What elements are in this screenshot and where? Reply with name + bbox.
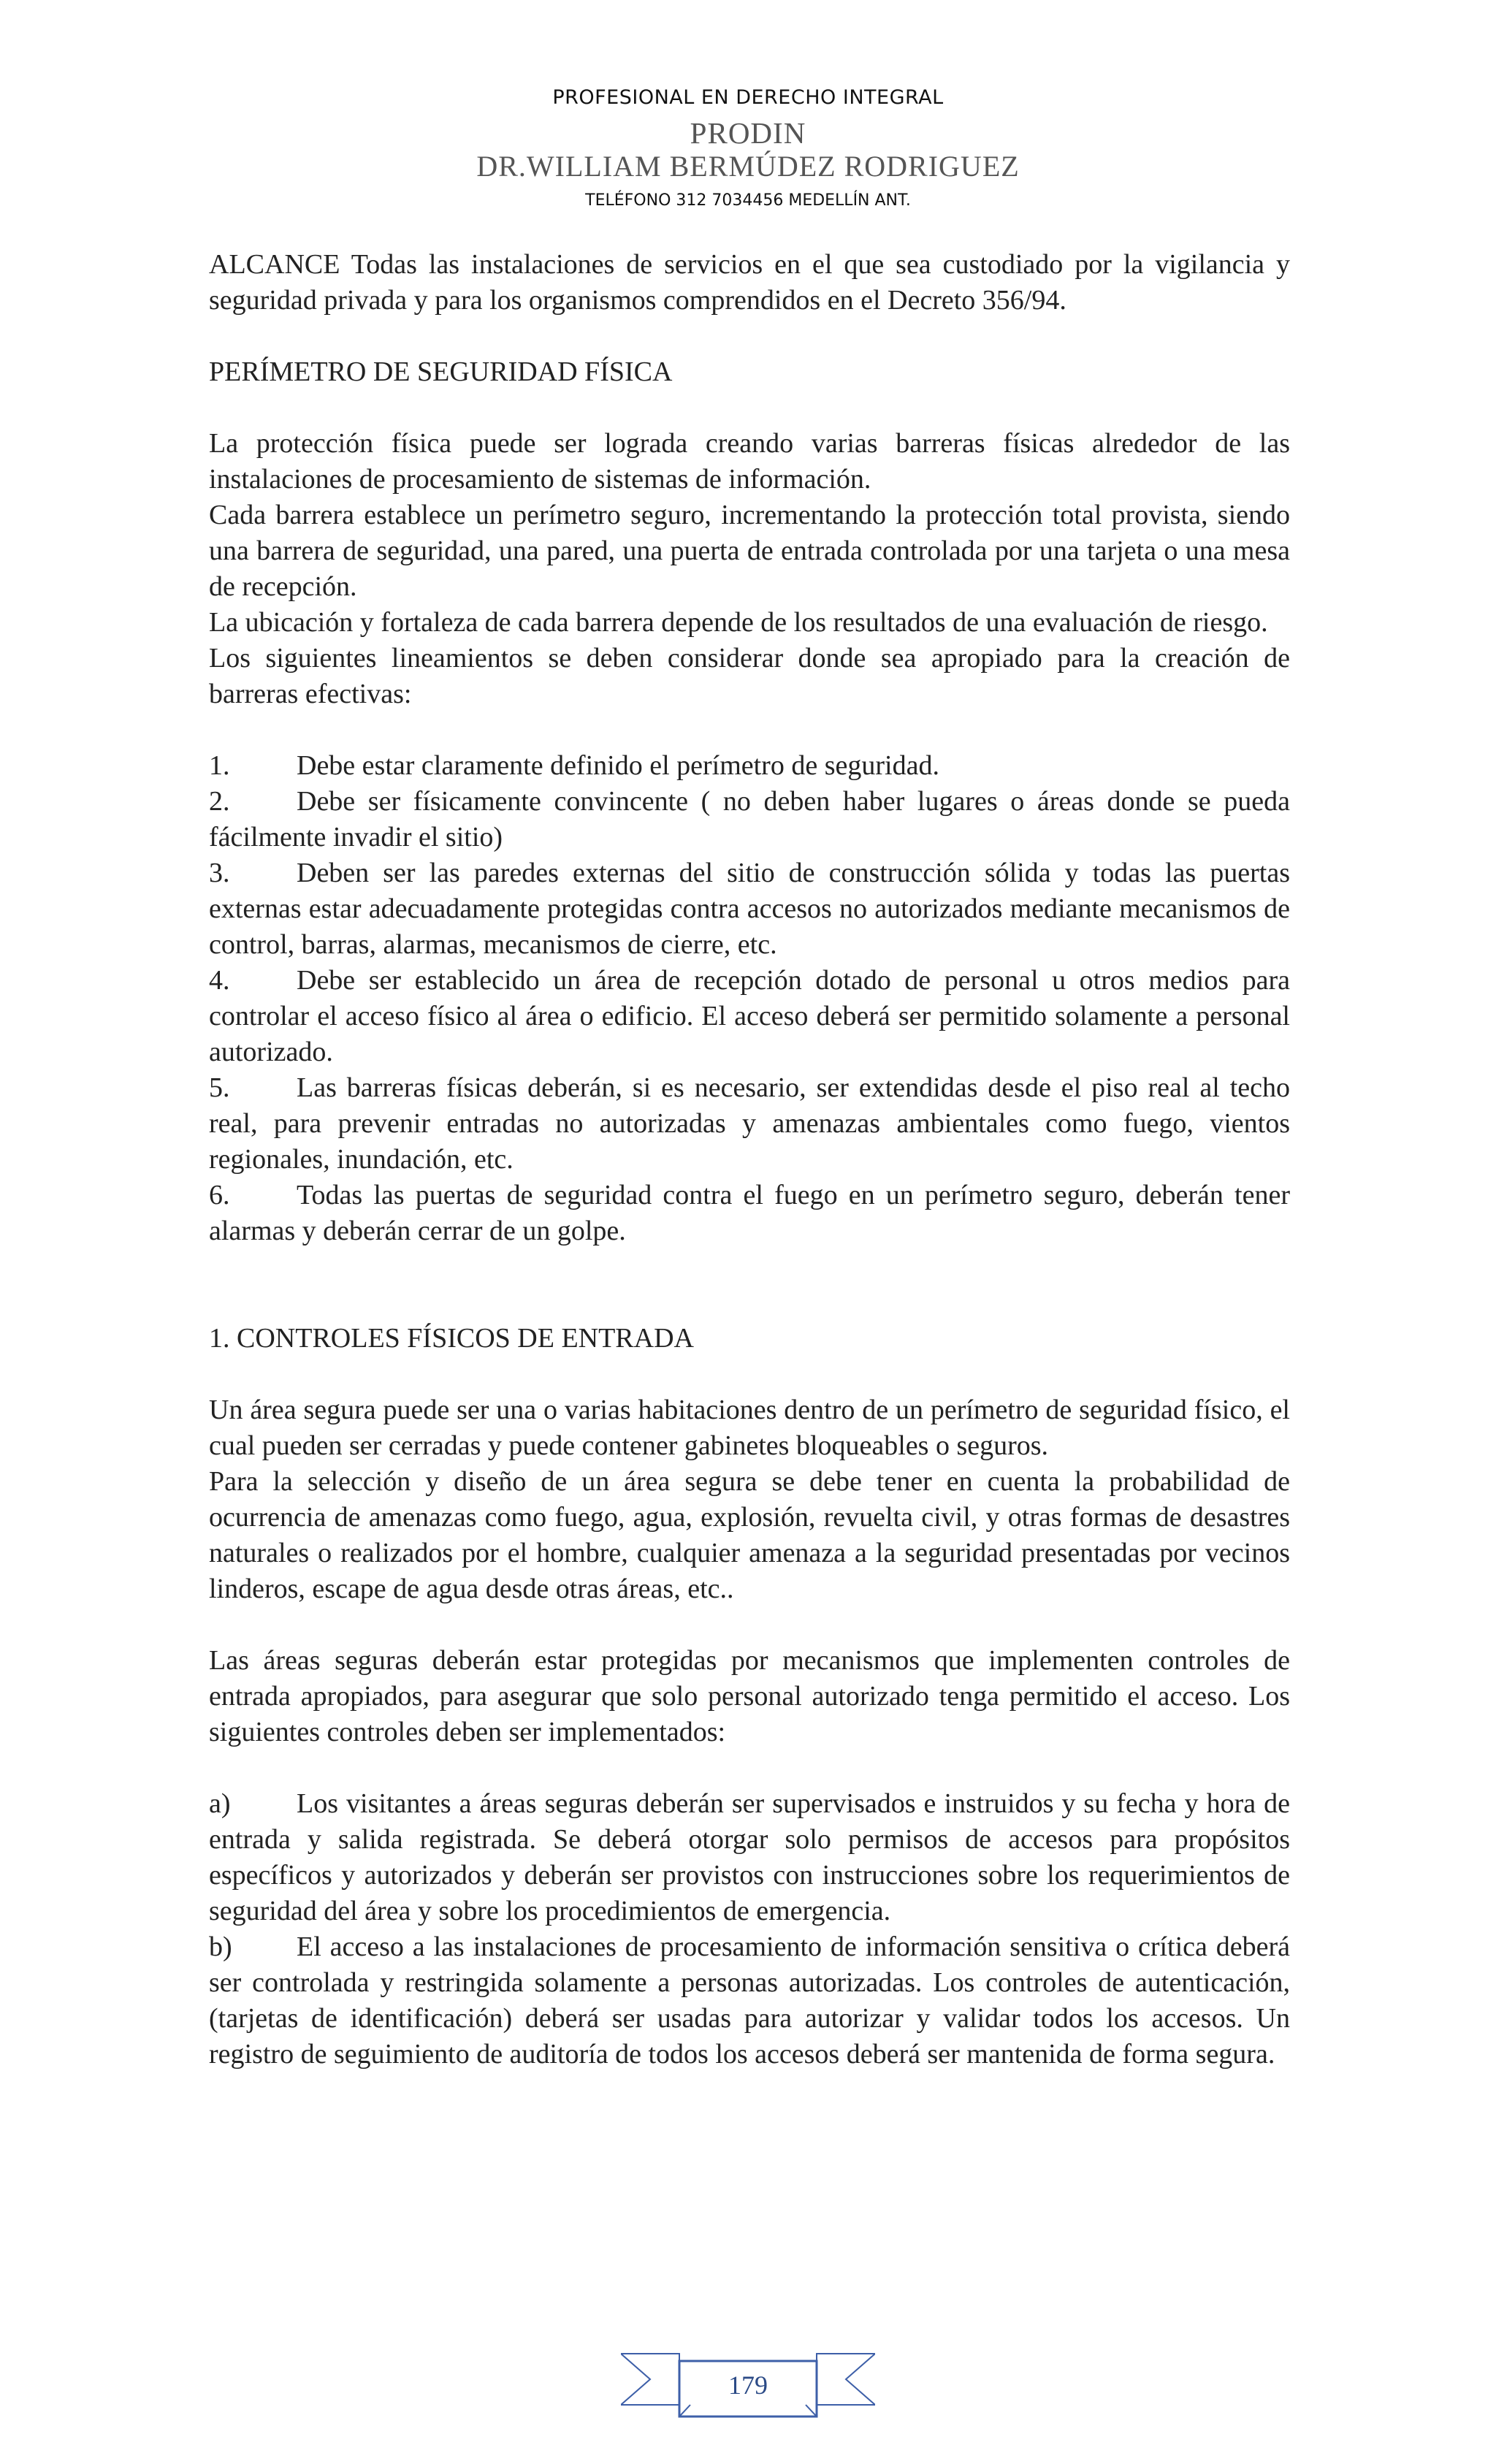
list-item [209, 1178, 1290, 1249]
list-item-letter: a) [209, 1788, 231, 1819]
list-item [209, 1070, 1290, 1178]
list-item-number: 6. [209, 1180, 230, 1210]
list-item-text: Debe estar claramente definido el perímetro de seguridad. [297, 750, 939, 781]
controles-heading: 1. CONTROLES FÍSICOS DE ENTRADA [209, 1323, 694, 1354]
header-line-2: PRODIN [690, 116, 806, 150]
list-item-text: El acceso a las instalaciones de procesamiento de información sensitiva o crítica deberá ser controlada y restringida solamente a personas autorizadas. Los controles de autenticación, (tarjetas de identificación) deberá ser usadas para autorizar y validar todos los accesos. Un registro de seguimiento de auditoría de todos los accesos deberá ser mantenida de forma segura. [209, 1931, 1290, 2070]
page-number: 179 [728, 2370, 768, 2400]
perimetro-paragraph: La ubicación y fortaleza de cada barrera depende de los resultados de una evaluación de riesgo. [209, 607, 1268, 638]
perimetro-paragraph: La protección física puede ser lograda creando varias barreras físicas alrededor de las instalaciones de procesamiento de sistemas de información. [209, 428, 1290, 495]
list-item-number: 4. [209, 965, 230, 996]
header-line-3: DR.WILLIAM BERMÚDEZ RODRIGUEZ [476, 150, 1020, 183]
controles-paragraph: Para la selección y diseño de un área segura se debe tener en cuenta la probabilidad de ocurrencia de amenazas como fuego, agua, explosión, revuelta civil, y otras formas de desastres naturales o realizados por el hombre, cualquier amenaza a la seguridad presentadas por vecinos linderos, escape de agua desde otras áreas, etc.. [209, 1466, 1290, 1604]
list-item-text: Debe ser físicamente convincente ( no deben haber lugares o áreas donde se pueda fácilmente invadir el sitio) [209, 786, 1290, 853]
perimetro-paragraph: Los siguientes lineamientos se deben considerar donde sea apropiado para la creación de barreras efectivas: [209, 643, 1290, 709]
list-item [209, 784, 1290, 855]
list-item-text: Debe ser establecido un área de recepción dotado de personal u otros medios para controlar el acceso físico al área o edificio. El acceso deberá ser permitido solamente a personal autorizado. [209, 965, 1290, 1067]
list-item-letter: b) [209, 1931, 232, 1962]
perimetro-heading: PERÍMETRO DE SEGURIDAD FÍSICA [209, 356, 673, 387]
list-item [209, 1929, 1290, 2072]
header-line-1: PROFESIONAL EN DERECHO INTEGRAL [552, 86, 944, 109]
list-item-number: 1. [209, 750, 230, 781]
header-line-4: TELÉFONO 312 7034456 MEDELLÍN ANT. [585, 191, 911, 210]
list-item [209, 1786, 1290, 1929]
document-body [209, 247, 1290, 2072]
list-item-number: 2. [209, 786, 230, 817]
alcance-paragraph: ALCANCE Todas las instalaciones de servicios en el que sea custodiado por la vigilancia y seguridad privada y para los organismos comprendidos en el Decreto 356/94. [209, 249, 1290, 316]
list-item-text: Deben ser las paredes externas del sitio de construcción sólida y todas las puertas externas estar adecuadamente protegidas contra accesos no autorizados mediante mecanismos de control, barras, alarmas, mecanismos de cierre, etc. [209, 858, 1290, 960]
list-item [209, 963, 1290, 1070]
list-item-number: 3. [209, 858, 230, 888]
list-item [209, 748, 1290, 784]
perimetro-paragraph: Cada barrera establece un perímetro seguro, incrementando la protección total provista, siendo una barrera de seguridad, una pared, una puerta de entrada controlada por una tarjeta o una mesa de recepción. [209, 500, 1290, 602]
list-item-text: Todas las puertas de seguridad contra el fuego en un perímetro seguro, deberán tener alarmas y deberán cerrar de un golpe. [209, 1180, 1290, 1246]
list-item-number: 5. [209, 1072, 230, 1103]
list-item-text: Las barreras físicas deberán, si es necesario, ser extendidas desde el piso real al techo real, para prevenir entradas no autorizadas y amenazas ambientales como fuego, vientos regionales, inundación, etc. [209, 1072, 1290, 1175]
areas-paragraph: Las áreas seguras deberán estar protegidas por mecanismos que implementen controles de entrada apropiados, para asegurar que solo personal autorizado tenga permitido el acceso. Los siguientes controles deben ser implementados: [209, 1645, 1290, 1747]
list-item [209, 855, 1290, 963]
list-item-text: Los visitantes a áreas seguras deberán ser supervisados e instruidos y su fecha y hora de entrada y salida registrada. Se deberá otorgar solo permisos de accesos para propósitos específicos y autorizados y deberán ser provistos con instrucciones sobre los requerimientos de seguridad del área y sobre los procedimientos de emergencia. [209, 1788, 1290, 1926]
controles-paragraph: Un área segura puede ser una o varias habitaciones dentro de un perímetro de seguridad físico, el cual pueden ser cerradas y puede contener gabinetes bloqueables o seguros. [209, 1395, 1290, 1461]
